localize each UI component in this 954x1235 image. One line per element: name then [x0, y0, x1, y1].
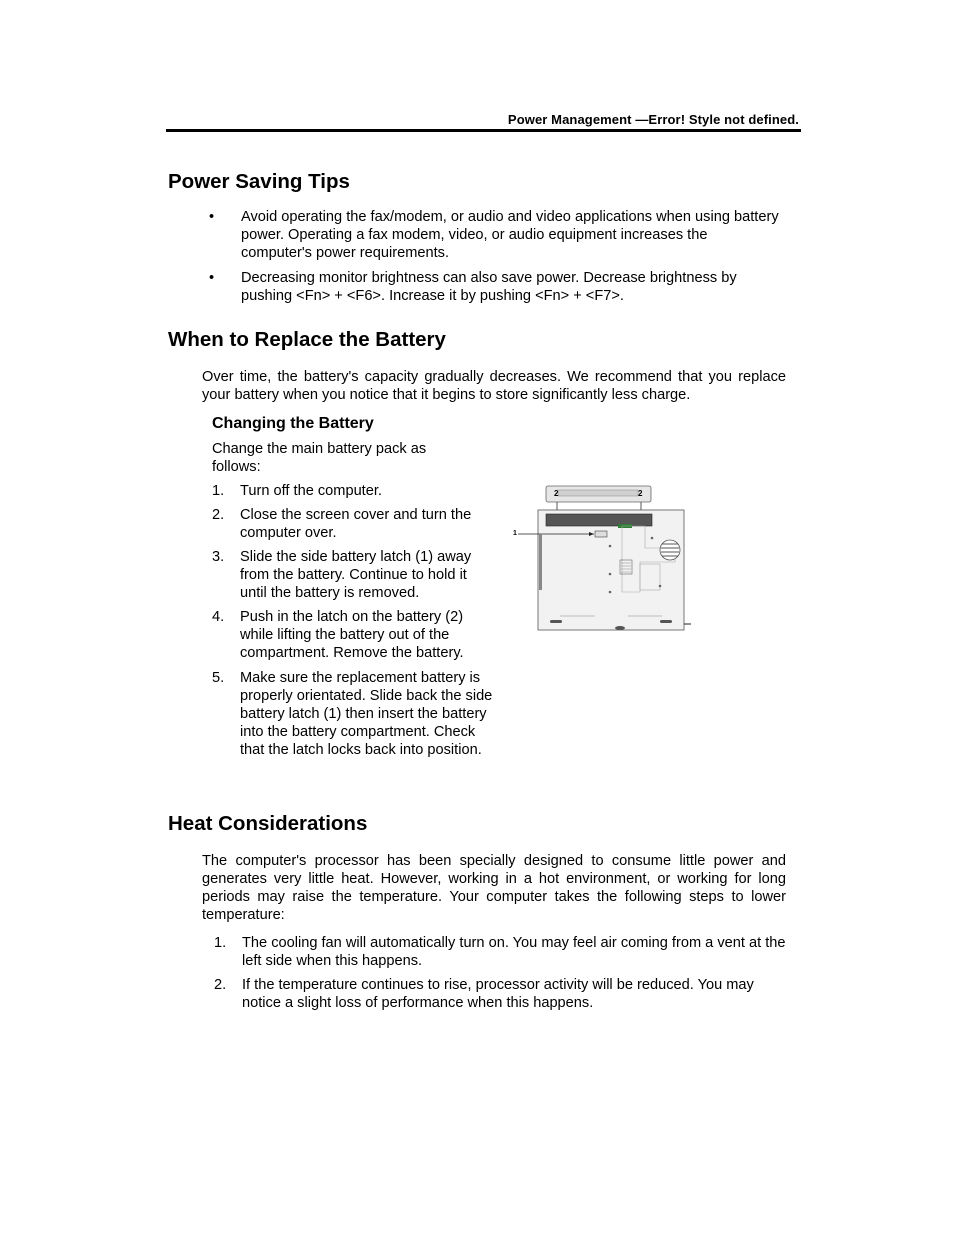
bullet-glyph: • — [209, 209, 215, 225]
callout-2-left: 2 — [554, 489, 559, 498]
step-text: Close the screen cover and turn the computer over. — [240, 507, 472, 541]
replace-battery-intro: Over time, the battery's capacity gradually decreases. We recommend that you replace your battery when you notice that it begins to store significantly less charge. — [202, 369, 786, 403]
heading-replace-battery: When to Replace the Battery — [168, 328, 446, 351]
header-rule — [166, 129, 801, 132]
step-text: Slide the side battery latch (1) away from the battery. Continue to hold it until the battery is removed. — [240, 549, 472, 601]
heading-power-saving-tips: Power Saving Tips — [168, 170, 350, 193]
step-text: The cooling fan will automatically turn on. You may feel air coming from a vent at the left side when this happens. — [242, 935, 786, 969]
heat-steps-list — [214, 934, 786, 1012]
step-number: 2. — [212, 507, 225, 523]
list-item — [212, 482, 497, 500]
bullet-glyph: • — [209, 270, 215, 286]
heat-intro: The computer's processor has been specially designed to consume little power and generates very little heat. However, working in a hot environment, or working for long periods may raise the temperature. Your computer takes the following steps to lower temperature: — [202, 853, 786, 923]
step-text: Turn off the computer. — [240, 483, 382, 499]
changing-battery-lead: Change the main battery pack as follows: — [212, 441, 427, 475]
step-number: 2. — [214, 977, 227, 993]
list-item — [214, 934, 786, 970]
power-saving-list — [209, 208, 779, 305]
laptop-underside-illustration — [510, 482, 695, 632]
step-text: If the temperature continues to rise, processor activity will be reduced. You may notice a slight loss of performance when this happens. — [242, 977, 754, 1011]
battery-steps-list — [212, 482, 497, 759]
step-text: Push in the latch on the battery (2) while lifting the battery out of the compartment. Remove the battery. — [240, 609, 464, 661]
list-item — [209, 269, 779, 305]
battery-removal-figure — [510, 482, 695, 632]
list-item — [214, 976, 786, 1012]
list-item-text: Decreasing monitor brightness can also save power. Decrease brightness by pushing <Fn> + <F6>. Increase it by pushing <Fn> + <F7>. — [241, 270, 737, 304]
list-item — [212, 608, 497, 662]
step-number: 1. — [214, 935, 227, 951]
list-item — [212, 669, 497, 759]
step-number: 5. — [212, 670, 225, 686]
step-number: 4. — [212, 609, 225, 625]
subheading-changing-battery: Changing the Battery — [212, 415, 374, 432]
callout-2-right: 2 — [638, 489, 643, 498]
step-text: Make sure the replacement battery is properly orientated. Slide back the side battery latch (1) then insert the battery into the battery compartment. Check that the latch locks back into position. — [240, 670, 493, 758]
running-header: Power Management —Error! Style not defined. — [507, 112, 799, 127]
callout-1: 1 — [513, 530, 517, 537]
list-item — [209, 208, 779, 262]
step-number: 3. — [212, 549, 225, 565]
step-number: 1. — [212, 483, 225, 499]
list-item — [212, 548, 497, 602]
list-item-text: Avoid operating the fax/modem, or audio and video applications when using battery power. Operating a fax modem, video, or audio equipment increases the computer's power requirements. — [241, 209, 779, 261]
heading-heat-considerations: Heat Considerations — [168, 812, 368, 835]
list-item — [212, 506, 497, 542]
